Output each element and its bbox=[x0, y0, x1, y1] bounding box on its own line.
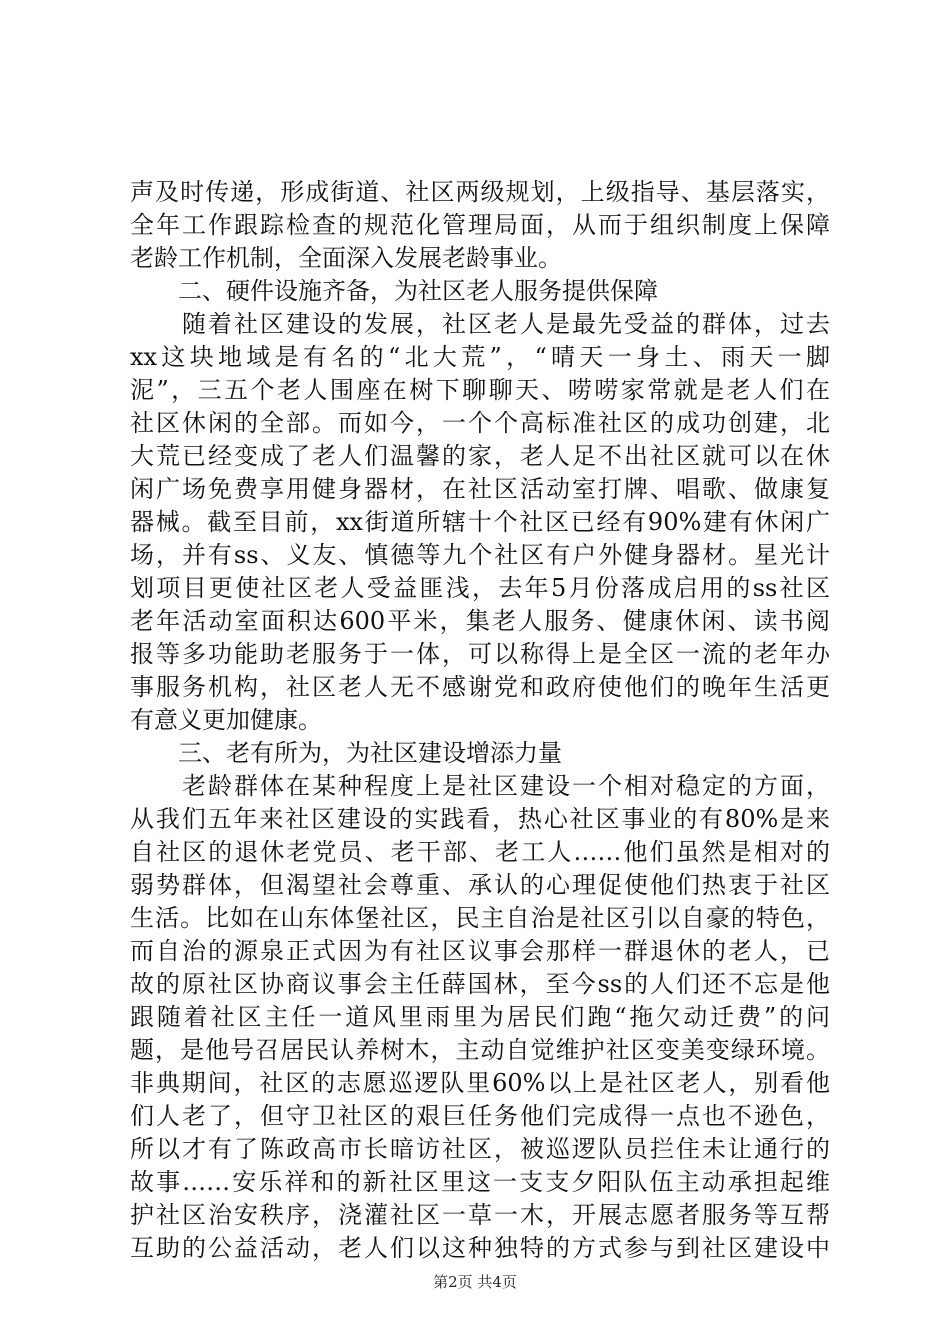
text-line: 跟随着社区主任一道风里雨里为居民们跑“拖欠动迁费”的问 bbox=[130, 1003, 830, 1031]
page-footer bbox=[0, 1272, 950, 1292]
text-line: 互助的公益活动，老人们以这种独特的方式参与到社区建设中 bbox=[130, 1234, 830, 1262]
text-line: 社区休闲的全部。而如今，一个个高标准社区的成功创建，北 bbox=[130, 409, 830, 437]
text-line: 闲广场免费享用健身器材，在社区活动室打牌、唱歌、做康复 bbox=[130, 475, 830, 503]
text-line: 老龄群体在某种程度上是社区建设一个相对稳定的方面， bbox=[130, 772, 830, 800]
text-line: 声及时传递，形成街道、社区两级规划，上级指导、基层落实， bbox=[130, 178, 830, 206]
text-line: 报等多功能助老服务于一体，可以称得上是全区一流的老年办 bbox=[130, 640, 830, 668]
text-line: 故的原社区协商议事会主任薛国林，至今ss的人们还不忘是他 bbox=[130, 970, 830, 998]
text-line: 题，是他号召居民认养树木，主动自觉维护社区变美变绿环境。 bbox=[130, 1036, 830, 1064]
page-number: 第2页 共4页 bbox=[433, 1273, 517, 1291]
text-line: xx这块地域是有名的“北大荒”，“晴天一身土、雨天一脚 bbox=[130, 343, 830, 371]
text-line: 有意义更加健康。 bbox=[130, 706, 322, 734]
text-line: 老年活动室面积达600平米，集老人服务、健康休闲、读书阅 bbox=[130, 607, 830, 635]
text-line: 大荒已经变成了老人们温馨的家，老人足不出社区就可以在休 bbox=[130, 442, 830, 470]
text-line: 全年工作跟踪检查的规范化管理局面，从而于组织制度上保障 bbox=[130, 211, 830, 239]
text-line: 从我们五年来社区建设的实践看，热心社区事业的有80%是来 bbox=[130, 805, 830, 833]
text-line: 们人老了，但守卫社区的艰巨任务他们完成得一点也不逊色， bbox=[130, 1102, 830, 1130]
section-heading: 三、老有所为，为社区建设增添力量 bbox=[130, 739, 562, 767]
text-line: 老龄工作机制，全面深入发展老龄事业。 bbox=[130, 244, 562, 272]
section-heading: 二、硬件设施齐备，为社区老人服务提供保障 bbox=[130, 277, 658, 305]
text-line: 随着社区建设的发展，社区老人是最先受益的群体，过去 bbox=[130, 310, 830, 338]
text-line: 划项目更使社区老人受益匪浅，去年5月份落成启用的ss社区 bbox=[130, 574, 830, 602]
body-text bbox=[130, 176, 830, 1265]
text-line: 事服务机构，社区老人无不感谢党和政府使他们的晚年生活更 bbox=[130, 673, 830, 701]
text-line: 所以才有了陈政高市长暗访社区，被巡逻队员拦住未让通行的 bbox=[130, 1135, 830, 1163]
text-line: 场，并有ss、义友、慎德等九个社区有户外健身器材。星光计 bbox=[130, 541, 830, 569]
text-line: 自社区的退休老党员、老干部、老工人……他们虽然是相对的 bbox=[130, 838, 830, 866]
text-line: 非典期间，社区的志愿巡逻队里60%以上是社区老人，别看他 bbox=[130, 1069, 830, 1097]
text-line: 故事……安乐祥和的新社区里这一支支夕阳队伍主动承担起维 bbox=[130, 1168, 830, 1196]
text-line: 泥”，三五个老人围座在树下聊聊天、唠唠家常就是老人们在 bbox=[130, 376, 830, 404]
text-line: 而自治的源泉正式因为有社区议事会那样一群退休的老人，已 bbox=[130, 937, 830, 965]
text-line: 生活。比如在山东体堡社区，民主自治是社区引以自豪的特色， bbox=[130, 904, 830, 932]
text-line: 弱势群体，但渴望社会尊重、承认的心理促使他们热衷于社区 bbox=[130, 871, 830, 899]
text-line: 护社区治安秩序，浇灌社区一草一木，开展志愿者服务等互帮 bbox=[130, 1201, 830, 1229]
text-line: 器械。截至目前，xx街道所辖十个社区已经有90%建有休闲广 bbox=[130, 508, 830, 536]
